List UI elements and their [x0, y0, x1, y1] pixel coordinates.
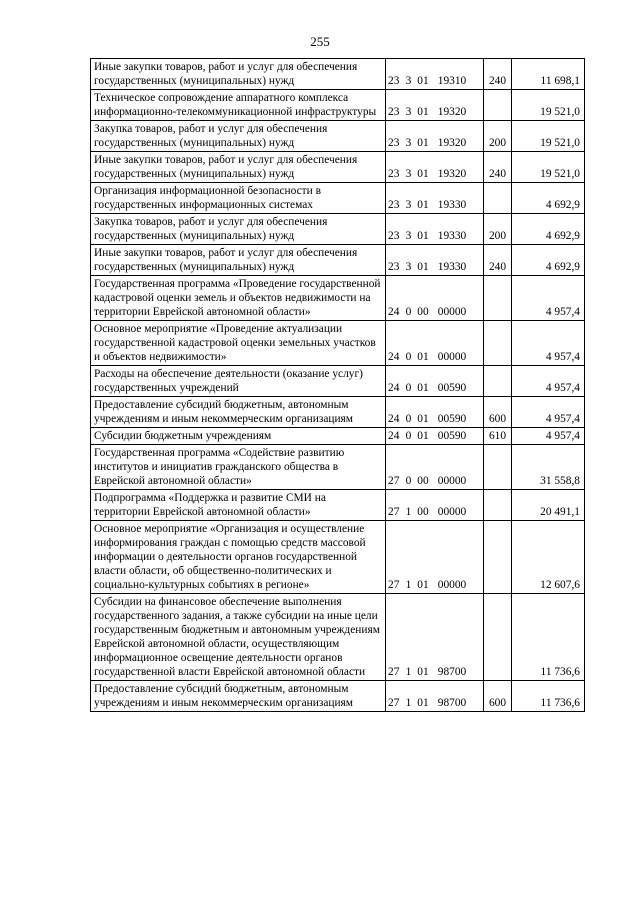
row-name: Организация информационной безопасности в государственных информационных системах: [91, 183, 386, 214]
code-direction: 00000: [437, 475, 467, 487]
code-subprogram: 1: [405, 697, 412, 709]
code-program: 24: [388, 351, 400, 363]
row-amount: 4 692,9: [512, 183, 585, 214]
table-row: [91, 490, 585, 521]
row-amount: 4 957,4: [512, 366, 585, 397]
code-measure: 01: [417, 430, 429, 442]
table-row: [91, 121, 585, 152]
row-code: [386, 214, 484, 245]
code-measure: 01: [417, 413, 429, 425]
row-name: Иные закупки товаров, работ и услуг для обеспечения государственных (муниципальных) нужд: [91, 152, 386, 183]
code-measure: 00: [417, 506, 429, 518]
code-direction: 19330: [437, 199, 467, 211]
code-direction: 00590: [437, 413, 467, 425]
code-direction: 98700: [437, 697, 467, 709]
table-row: [91, 428, 585, 445]
row-name: Предоставление субсидий бюджетным, автономным учреждениям и иным некоммерческим организациям: [91, 681, 386, 712]
code-subprogram: 3: [405, 75, 412, 87]
code-measure: 01: [417, 382, 429, 394]
code-measure: 01: [417, 137, 429, 149]
code-subprogram: 3: [405, 106, 412, 118]
code-program: 24: [388, 382, 400, 394]
row-name: Закупка товаров, работ и услуг для обеспечения государственных (муниципальных) нужд: [91, 214, 386, 245]
row-name: Расходы на обеспечение деятельности (оказание услуг) государственных учреждений: [91, 366, 386, 397]
table-row: [91, 397, 585, 428]
code-direction: 19310: [437, 75, 467, 87]
code-subprogram: 3: [405, 261, 412, 273]
row-code: [386, 59, 484, 90]
code-subprogram: 3: [405, 168, 412, 180]
code-program: 27: [388, 475, 400, 487]
code-direction: 00590: [437, 430, 467, 442]
row-expense-type: [484, 445, 512, 490]
row-code: [386, 152, 484, 183]
row-code: [386, 183, 484, 214]
code-measure: 01: [417, 351, 429, 363]
code-measure: 01: [417, 199, 429, 211]
row-amount: 12 607,6: [512, 521, 585, 594]
code-program: 27: [388, 506, 400, 518]
code-program: 24: [388, 306, 400, 318]
row-code: [386, 121, 484, 152]
code-direction: 98700: [437, 666, 467, 678]
page-number: 255: [310, 34, 330, 49]
code-subprogram: 1: [405, 579, 412, 591]
table-row: [91, 594, 585, 681]
row-amount: 19 521,0: [512, 152, 585, 183]
row-code: [386, 428, 484, 445]
row-code: [386, 245, 484, 276]
row-expense-type: 600: [484, 681, 512, 712]
code-direction: 19330: [437, 261, 467, 273]
row-code: [386, 521, 484, 594]
row-name: Подпрограмма «Поддержка и развитие СМИ на территории Еврейской автономной области»: [91, 490, 386, 521]
row-name: Основное мероприятие «Организация и осуществление информирования граждан с помощью средств массовой информации о деятельности органов государственной власти области, об общественно-политических и социально-культурных событиях в регионе»: [91, 521, 386, 594]
table-row: [91, 245, 585, 276]
code-direction: 19320: [437, 137, 467, 149]
row-expense-type: 240: [484, 59, 512, 90]
row-amount: 4 957,4: [512, 397, 585, 428]
table-row: [91, 59, 585, 90]
row-amount: 31 558,8: [512, 445, 585, 490]
code-program: 27: [388, 579, 400, 591]
code-direction: 19320: [437, 168, 467, 180]
row-expense-type: [484, 521, 512, 594]
row-code: [386, 490, 484, 521]
table-row: [91, 366, 585, 397]
code-subprogram: 1: [405, 506, 412, 518]
row-amount: 20 491,1: [512, 490, 585, 521]
table-row: [91, 681, 585, 712]
row-expense-type: 200: [484, 214, 512, 245]
code-direction: 00000: [437, 306, 467, 318]
row-name: Субсидии на финансовое обеспечение выполнения государственного задания, а также субсидии на иные цели государственным бюджетным и автономным учреждениям Еврейской автономной области, осуществляющим информационное освещение деятельности органов государственной власти Еврейской автономной области: [91, 594, 386, 681]
row-code: [386, 397, 484, 428]
code-direction: 19320: [437, 106, 467, 118]
row-code: [386, 681, 484, 712]
code-subprogram: 0: [405, 351, 412, 363]
table-row: [91, 90, 585, 121]
row-code: [386, 366, 484, 397]
row-name: Государственная программа «Проведение государственной кадастровой оценки земель и объектов недвижимости на территории Еврейской автономной области»: [91, 276, 386, 321]
code-direction: 00000: [437, 579, 467, 591]
code-program: 23: [388, 261, 400, 273]
row-expense-type: 240: [484, 152, 512, 183]
code-program: 27: [388, 666, 400, 678]
code-subprogram: 0: [405, 382, 412, 394]
code-measure: 01: [417, 168, 429, 180]
table-row: [91, 521, 585, 594]
code-subprogram: 3: [405, 137, 412, 149]
code-subprogram: 0: [405, 306, 412, 318]
budget-table: [90, 58, 585, 712]
table-row: [91, 183, 585, 214]
table-row: [91, 152, 585, 183]
code-subprogram: 0: [405, 430, 412, 442]
row-code: [386, 276, 484, 321]
code-program: 27: [388, 697, 400, 709]
row-expense-type: [484, 490, 512, 521]
row-expense-type: 610: [484, 428, 512, 445]
row-name: Предоставление субсидий бюджетным, автономным учреждениям и иным некоммерческим организациям: [91, 397, 386, 428]
code-measure: 01: [417, 666, 429, 678]
code-program: 24: [388, 413, 400, 425]
code-direction: 00000: [437, 351, 467, 363]
row-expense-type: 600: [484, 397, 512, 428]
code-program: 23: [388, 230, 400, 242]
table-row: [91, 445, 585, 490]
row-code: [386, 445, 484, 490]
row-code: [386, 594, 484, 681]
row-expense-type: [484, 183, 512, 214]
code-measure: 01: [417, 261, 429, 273]
table-row: [91, 214, 585, 245]
table-row: [91, 276, 585, 321]
row-name: Основное мероприятие «Проведение актуализации государственной кадастровой оценки земельных участков и объектов недвижимости»: [91, 321, 386, 366]
code-direction: 00000: [437, 506, 467, 518]
row-amount: 4 957,4: [512, 321, 585, 366]
code-measure: 01: [417, 697, 429, 709]
row-code: [386, 90, 484, 121]
row-amount: 19 521,0: [512, 90, 585, 121]
row-name: Закупка товаров, работ и услуг для обеспечения государственных (муниципальных) нужд: [91, 121, 386, 152]
table-row: [91, 321, 585, 366]
code-measure: 01: [417, 75, 429, 87]
row-code: [386, 321, 484, 366]
row-amount: 11 736,6: [512, 681, 585, 712]
row-amount: 4 692,9: [512, 214, 585, 245]
row-expense-type: 240: [484, 245, 512, 276]
code-subprogram: 0: [405, 475, 412, 487]
code-measure: 01: [417, 106, 429, 118]
code-measure: 00: [417, 306, 429, 318]
row-expense-type: 200: [484, 121, 512, 152]
code-measure: 01: [417, 230, 429, 242]
code-program: 24: [388, 430, 400, 442]
code-program: 23: [388, 106, 400, 118]
code-program: 23: [388, 199, 400, 211]
row-expense-type: [484, 90, 512, 121]
row-amount: 11 736,6: [512, 594, 585, 681]
code-measure: 01: [417, 579, 429, 591]
row-amount: 4 957,4: [512, 428, 585, 445]
row-amount: 19 521,0: [512, 121, 585, 152]
row-expense-type: [484, 321, 512, 366]
code-subprogram: 3: [405, 199, 412, 211]
code-program: 23: [388, 137, 400, 149]
row-expense-type: [484, 594, 512, 681]
row-name: Иные закупки товаров, работ и услуг для обеспечения государственных (муниципальных) нужд: [91, 245, 386, 276]
row-expense-type: [484, 366, 512, 397]
code-direction: 00590: [437, 382, 467, 394]
code-subprogram: 1: [405, 666, 412, 678]
code-measure: 00: [417, 475, 429, 487]
row-amount: 4 692,9: [512, 245, 585, 276]
budget-table-body: [91, 59, 585, 712]
code-direction: 19330: [437, 230, 467, 242]
code-program: 23: [388, 75, 400, 87]
code-program: 23: [388, 168, 400, 180]
row-name: Субсидии бюджетным учреждениям: [91, 428, 386, 445]
code-subprogram: 0: [405, 413, 412, 425]
row-amount: 11 698,1: [512, 59, 585, 90]
row-name: Государственная программа «Содействие развитию институтов и инициатив гражданского общества в Еврейской автономной области»: [91, 445, 386, 490]
code-subprogram: 3: [405, 230, 412, 242]
row-name: Техническое сопровождение аппаратного комплекса информационно-телекоммуникационной инфраструктуры: [91, 90, 386, 121]
row-expense-type: [484, 276, 512, 321]
row-amount: 4 957,4: [512, 276, 585, 321]
row-name: Иные закупки товаров, работ и услуг для обеспечения государственных (муниципальных) нужд: [91, 59, 386, 90]
